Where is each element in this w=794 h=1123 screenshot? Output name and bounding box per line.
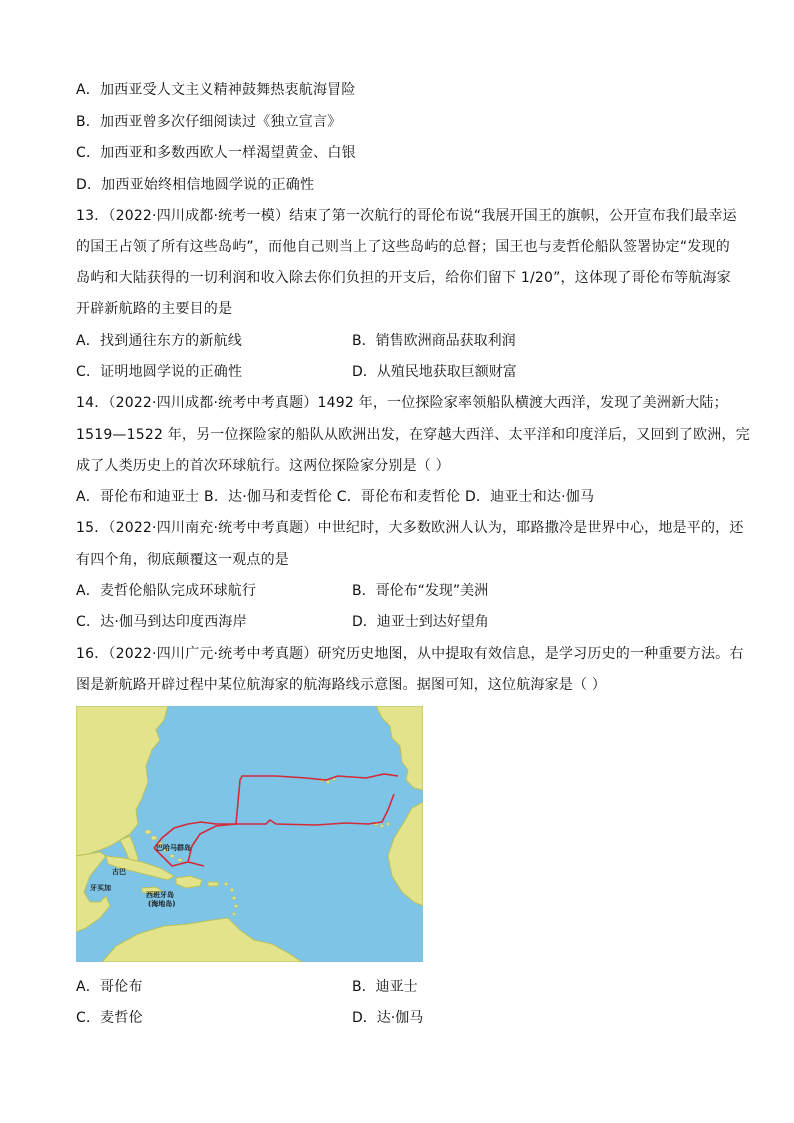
label-jamaica: 牙买加 xyxy=(90,884,111,892)
label-hispaniola-alt: (海地岛) xyxy=(148,900,176,908)
q15-option-d: D．迪亚士到达好望角 xyxy=(352,614,489,630)
q13-option-a: A．找到通往东方的新航线 xyxy=(76,333,242,349)
q15-option-c: C．达·伽马到达印度西海岸 xyxy=(76,614,247,630)
route-map xyxy=(76,706,423,962)
q15-stem-line-2: 有四个角，彻底颠覆这一观点的是 xyxy=(76,552,289,568)
q14-stem-line-2: 1519—1522 年，另一位探险家的船队从欧洲出发，在穿越大西洋、太平洋和印度洋后，又回到了欧洲，完 xyxy=(76,427,750,443)
label-bahamas: 巴哈马群岛 xyxy=(156,844,191,852)
q13-stem-line-4: 开辟新航路的主要目的是 xyxy=(76,301,233,317)
q15-option-b: B．哥伦布“发现”美洲 xyxy=(352,583,489,599)
q12-option-a: A．加西亚受人文主义精神鼓舞热衷航海冒险 xyxy=(76,82,356,98)
q16-stem-line-1: 16．（2022·四川广元·统考中考真题）研究历史地图，从中提取有效信息，是学习历史的一种重要方法。右 xyxy=(76,646,744,662)
route-map-svg xyxy=(76,706,423,962)
q15-option-a: A．麦哲伦船队完成环球航行 xyxy=(76,583,257,599)
q13-stem-line-1: 13．（2022·四川成都·统考一模）结束了第一次航行的哥伦布说“我展开国王的旗帜，公开宣布我们最幸运 xyxy=(76,208,737,224)
label-hispaniola: 西班牙岛 xyxy=(146,891,174,899)
q13-stem-line-2: 的国王占领了所有这些岛屿”，而他自己则当上了这些岛屿的总督；国王也与麦哲伦船队签署协定“发现的 xyxy=(76,239,730,255)
q13-option-d: D．从殖民地获取巨额财富 xyxy=(352,364,517,380)
label-cuba: 古巴 xyxy=(112,868,126,876)
q14-stem-line-1: 14．（2022·四川成都·统考中考真题）1492 年，一位探险家率领船队横渡大西洋，发现了美洲新大陆； xyxy=(76,395,728,411)
q16-option-c: C．麦哲伦 xyxy=(76,1010,143,1026)
q14-options: A．哥伦布和迪亚士 B．达·伽马和麦哲伦 C．哥伦布和麦哲伦 D．迪亚士和达·伽马 xyxy=(76,489,595,505)
q16-option-d: D．达·伽马 xyxy=(352,1010,424,1026)
q12-option-c: C．加西亚和多数西欧人一样渴望黄金、白银 xyxy=(76,145,356,161)
q14-stem-line-3: 成了人类历史上的首次环球航行。这两位探险家分别是（ ） xyxy=(76,458,450,474)
q16-option-b: B．迪亚士 xyxy=(352,979,418,995)
q12-option-d: D．加西亚始终相信地圆学说的正确性 xyxy=(76,177,315,193)
q13-option-c: C．证明地圆学说的正确性 xyxy=(76,364,243,380)
q13-stem-line-3: 岛屿和大陆获得的一切利润和收入除去你们负担的开支后，给你们留下 1/20”，这体现了哥伦布等航海家 xyxy=(76,270,731,286)
q16-option-a: A．哥伦布 xyxy=(76,979,143,995)
q15-stem-line-1: 15．（2022·四川南充·统考中考真题）中世纪时，大多数欧洲人认为，耶路撒冷是世界中心，地是平的，还 xyxy=(76,520,744,536)
q12-option-b: B．加西亚曾多次仔细阅读过《独立宣言》 xyxy=(76,114,342,130)
puerto-rico xyxy=(208,882,218,886)
q16-stem-line-2: 图是新航路开辟过程中某位航海家的航海路线示意图。据图可知，这位航海家是（ ） xyxy=(76,677,607,693)
q13-option-b: B．销售欧洲商品获取利润 xyxy=(352,333,516,349)
